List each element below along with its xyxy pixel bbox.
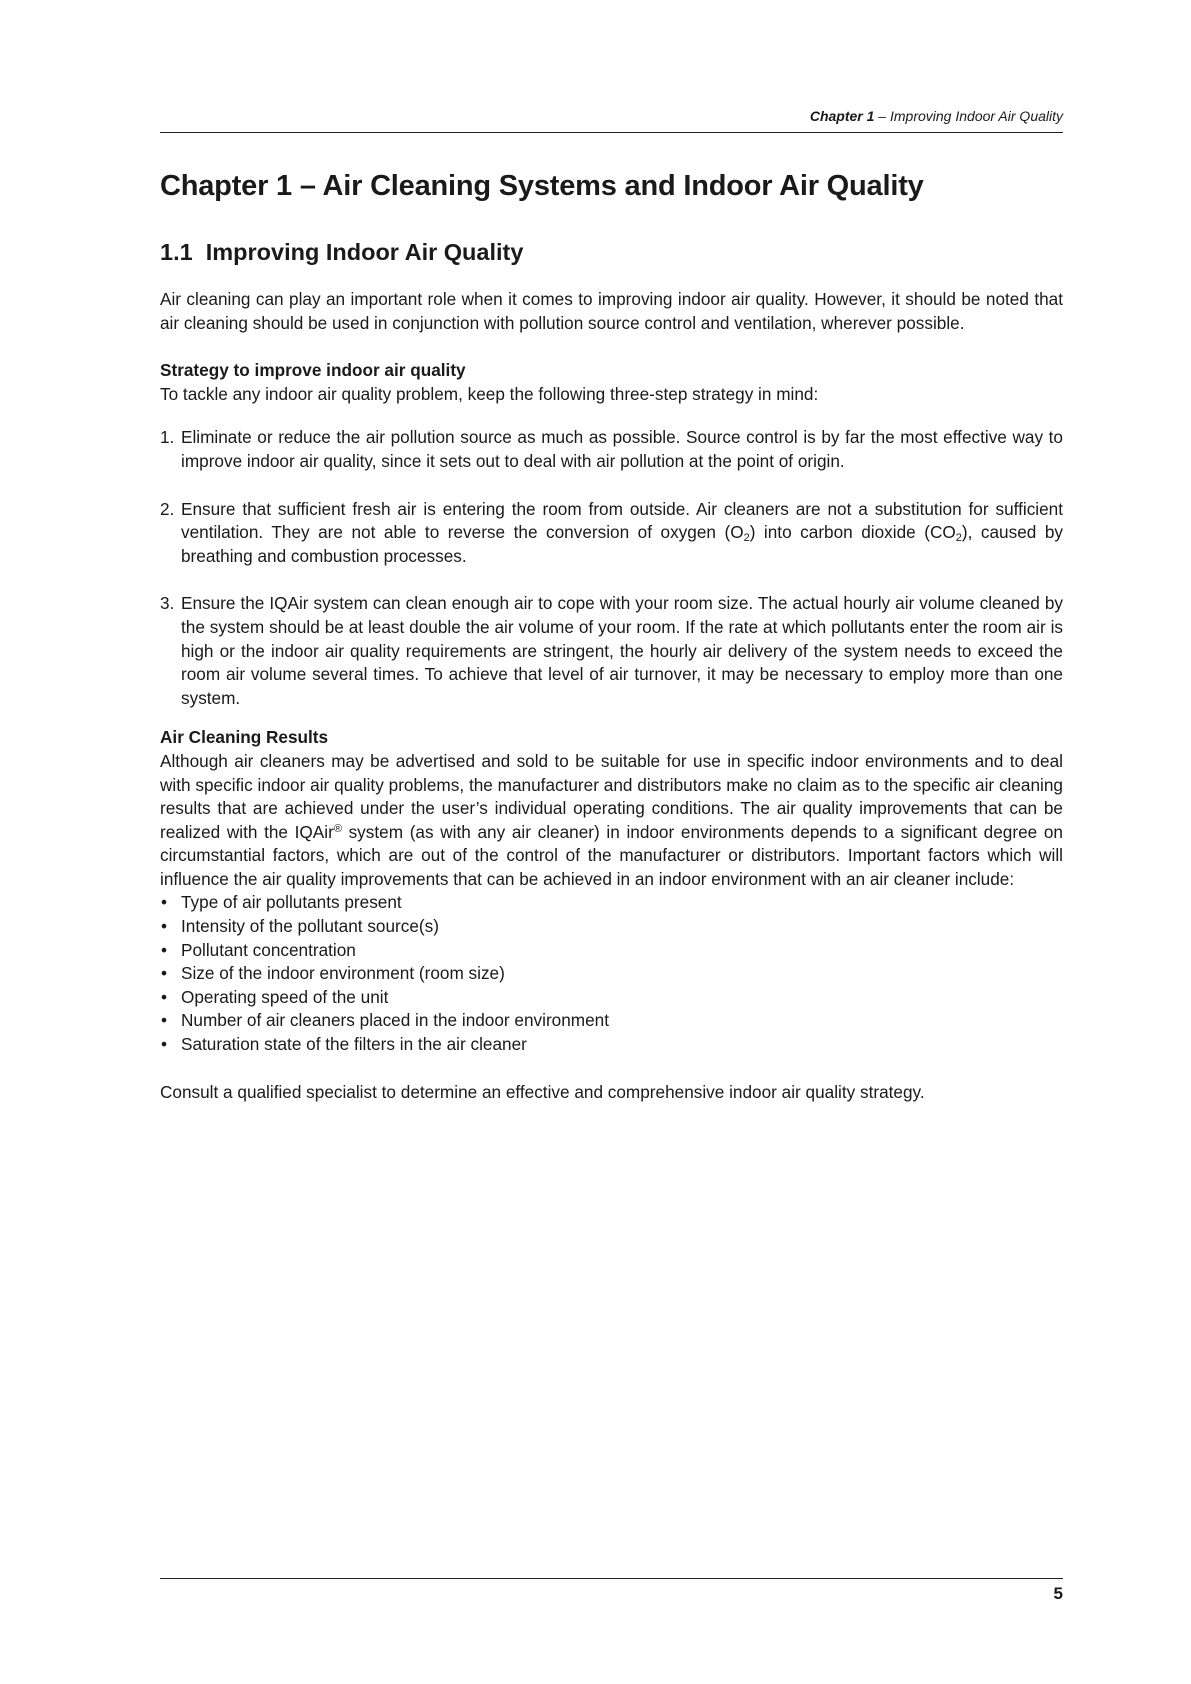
section-number: 1.1 (160, 239, 193, 265)
section-title (160, 236, 1063, 268)
bullet-icon: • (161, 892, 168, 913)
footer-rule (160, 1578, 1063, 1579)
step-text: Eliminate or reduce the air pollution source as much as possible. Source control is by far the most effective way to improve indoor air quality, since it sets out to deal with air pollution at the point of origin. (181, 427, 1063, 471)
results-heading: Air Cleaning Results (160, 727, 329, 748)
step-item (160, 592, 1063, 710)
intro-paragraph: Air cleaning can play an important role when it comes to improving indoor air quality. However, it should be noted that air cleaning should be used in conjunction with pollution source control and ventilation, wherever possible. (160, 289, 1063, 333)
factor-text: Saturation state of the filters in the air cleaner (181, 1034, 527, 1055)
step-text (181, 499, 1063, 566)
oxygen-subscript: 2 (743, 532, 750, 545)
running-header-topic: Improving Indoor Air Quality (890, 108, 1063, 124)
factor-text: Operating speed of the unit (181, 986, 389, 1007)
closing-paragraph: Consult a qualified specialist to determine an effective and comprehensive indoor air quality strategy. (160, 1081, 925, 1102)
factor-text: Number of air cleaners placed in the indoor environment (181, 1010, 610, 1031)
step-text-part: Ensure that sufficient fresh air is entering the room from outside. Air cleaners are not a substitution for sufficient ventilation. They are not able to reverse the conversion of oxygen (O (181, 498, 1063, 543)
strategy-heading: Strategy to improve indoor air quality (160, 360, 466, 381)
factor-text: Size of the indoor environment (room size) (181, 963, 505, 984)
step-number: 2. (160, 498, 175, 519)
factors-list (160, 891, 1063, 1056)
running-header (160, 108, 1063, 124)
list-item (160, 915, 1063, 939)
strategy-steps (160, 426, 1063, 710)
co2-subscript: 2 (955, 532, 962, 545)
bullet-icon: • (161, 1010, 168, 1031)
page-content (160, 166, 1063, 1104)
results-text-part: system (as with any air cleaner) in indoor environments depends to a significant degree on circumstantial factors, which are out of the control of the manufacturer or distributors. Important factors which will influence the air quality improvements that can be achieved in an indoor environment with an air cleaner include: (160, 821, 1063, 889)
section-title-text: Improving Indoor Air Quality (205, 239, 524, 265)
list-item (160, 939, 1063, 963)
list-item (160, 962, 1063, 986)
list-item (160, 986, 1063, 1010)
page-number: 5 (1053, 1584, 1063, 1603)
list-item (160, 891, 1063, 915)
strategy-lead: To tackle any indoor air quality problem, keep the following three-step strategy in mind: (160, 383, 819, 404)
step-item (160, 426, 1063, 473)
header-rule (160, 132, 1063, 133)
step-text-part: ), caused by breathing and combustion processes. (181, 522, 1063, 566)
bullet-icon: • (161, 939, 168, 960)
bullet-icon: • (161, 916, 168, 937)
list-item (160, 1033, 1063, 1057)
results-text-part: Although air cleaners may be advertised and sold to be suitable for use in specific indoor environments and to deal with specific indoor air quality problems, the manufacturer and distributors make no claim as to the specific air cleaning results that are achieved under the user’s individual operating conditions. The air quality improvements that can be realized with the IQAir (160, 750, 1063, 842)
registered-trademark: ® (333, 822, 342, 835)
step-text: Ensure the IQAir system can clean enough air to cope with your room size. The actual hourly air volume cleaned by the system should be at least double the air volume of your room. If the rate at which pollutants enter the room air is high or the indoor air quality requirements are stringent, the hourly air delivery of the system needs to exceed the room air volume several times. To achieve that level of air turnover, it may be necessary to employ more than one system. (181, 593, 1063, 708)
factor-text: Type of air pollutants present (181, 892, 402, 913)
bullet-icon: • (161, 963, 168, 984)
step-text-part: ) into carbon dioxide (CO (749, 522, 956, 543)
step-number: 1. (160, 427, 175, 448)
running-header-separator: – (874, 108, 890, 124)
factor-text: Pollutant concentration (181, 939, 356, 960)
list-item (160, 1009, 1063, 1033)
step-number: 3. (160, 593, 175, 614)
factor-text: Intensity of the pollutant source(s) (181, 916, 439, 937)
bullet-icon: • (161, 1034, 168, 1055)
running-header-chapter: Chapter 1 (809, 108, 875, 124)
bullet-icon: • (161, 986, 168, 1007)
results-paragraph (160, 750, 1063, 892)
chapter-title: Chapter 1 – Air Cleaning Systems and Indoor Air Quality (160, 170, 924, 202)
step-item (160, 498, 1063, 569)
